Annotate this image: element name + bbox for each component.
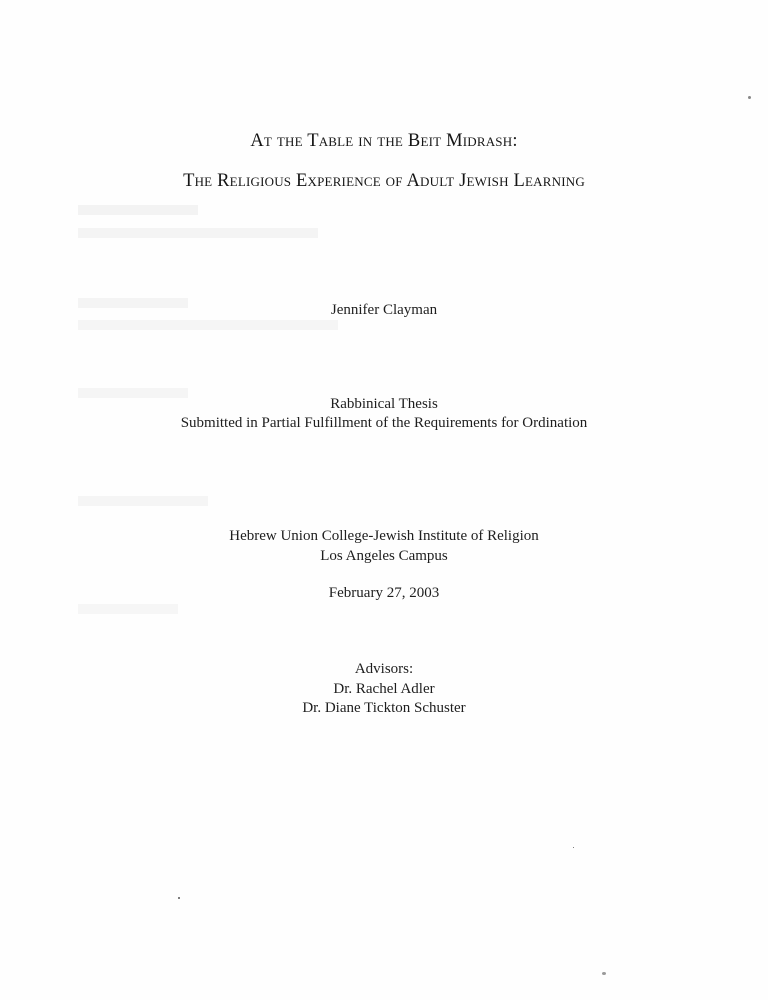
- advisor-name: Dr. Rachel Adler: [333, 681, 435, 697]
- author-name: Jennifer Clayman: [330, 302, 438, 318]
- bleed-through-mark: [78, 228, 318, 238]
- bleed-through-mark: [78, 320, 338, 330]
- institution-name: Hebrew Union College-Jewish Institute of Religion: [229, 528, 539, 544]
- advisor-name: Dr. Diane Tickton Schuster: [302, 700, 466, 716]
- thesis-type: Rabbinical Thesis: [330, 396, 438, 412]
- advisors-heading: Advisors:: [354, 661, 414, 677]
- scan-speck: [573, 847, 574, 848]
- thesis-purpose: Submitted in Partial Fulfillment of the Requirements for Ordination: [180, 415, 588, 431]
- scan-speck: [748, 96, 751, 99]
- bleed-through-mark: [78, 496, 208, 506]
- thesis-title-line-2: The Religious Experience of Adult Jewish Learning: [183, 171, 585, 191]
- bleed-through-mark: [78, 205, 198, 215]
- institution-campus: Los Angeles Campus: [320, 548, 448, 564]
- submission-date: February 27, 2003: [328, 585, 440, 601]
- scan-speck: [602, 972, 606, 975]
- scan-speck: [178, 897, 180, 899]
- thesis-title-line-1: At the Table in the Beit Midrash:: [250, 131, 518, 151]
- bleed-through-mark: [78, 604, 178, 614]
